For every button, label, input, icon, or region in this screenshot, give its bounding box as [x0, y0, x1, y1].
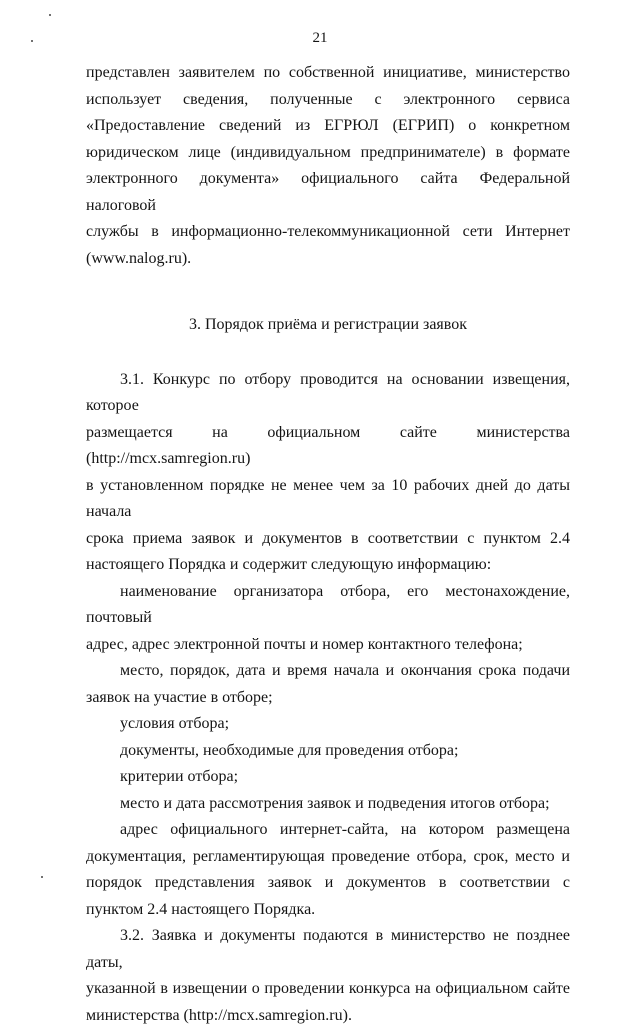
text-line: юридическом лице (индивидуальном предпринимателе) в формате: [86, 140, 570, 167]
text-line: порядок представления заявок и документов в соответствии с: [86, 870, 570, 897]
text-line: службы в информационно-телекоммуникационной сети Интернет: [86, 219, 570, 246]
paragraph-3-1: [86, 367, 570, 579]
paragraph-3-2: [86, 923, 570, 1029]
text-line: наименование организатора отбора, его местонахождение, почтовый: [86, 579, 570, 632]
list-item-deadlines: [86, 658, 570, 711]
page-number: 21: [0, 30, 640, 47]
text-line: настоящего Порядка и содержит следующую информацию:: [86, 552, 570, 579]
text-line: «Предоставление сведений из ЕГРЮЛ (ЕГРИП) о конкретном: [86, 113, 570, 140]
section-heading: 3. Порядок приёма и регистрации заявок: [86, 312, 570, 339]
list-item-documents: документы, необходимые для проведения отбора;: [86, 738, 570, 765]
list-item-review: место и дата рассмотрения заявок и подведения итогов отбора;: [86, 791, 570, 818]
text-line: адрес, адрес электронной почты и номер контактного телефона;: [86, 632, 570, 659]
text-line: в установленном порядке не менее чем за 10 рабочих дней до даты начала: [86, 473, 570, 526]
text-line: срока приема заявок и документов в соответствии с пунктом 2.4: [86, 526, 570, 553]
text-line: электронного документа» официального сайта Федеральной налоговой: [86, 166, 570, 219]
text-line: пунктом 2.4 настоящего Порядка.: [86, 897, 570, 924]
text-line: представлен заявителем по собственной инициативе, министерство: [86, 60, 570, 87]
text-line: 3.1. Конкурс по отбору проводится на основании извещения, которое: [86, 367, 570, 420]
text-line: заявок на участие в отборе;: [86, 685, 570, 712]
paragraph-continuation: [86, 60, 570, 272]
text-line: 3.2. Заявка и документы подаются в министерство не позднее даты,: [86, 923, 570, 976]
list-item-organizer: [86, 579, 570, 659]
text-line: (www.nalog.ru).: [86, 246, 570, 273]
text-line: место, порядок, дата и время начала и окончания срока подачи: [86, 658, 570, 685]
text-line: указанной в извещении о проведении конкурса на официальном сайте: [86, 976, 570, 1003]
text-line: адрес официального интернет-сайта, на котором размещена: [86, 817, 570, 844]
list-item-website: [86, 817, 570, 923]
text-line: документация, регламентирующая проведение отбора, срок, место и: [86, 844, 570, 871]
page-body: [86, 60, 570, 1029]
list-item-conditions: условия отбора;: [86, 711, 570, 738]
scan-speck: [49, 14, 51, 16]
text-line: использует сведения, полученные с электронного сервиса: [86, 87, 570, 114]
text-line: размещается на официальном сайте министерства (http://mcx.samregion.ru): [86, 420, 570, 473]
text-line: министерства (http://mcx.samregion.ru).: [86, 1003, 570, 1029]
list-item-criteria: критерии отбора;: [86, 764, 570, 791]
scan-speck: [41, 876, 43, 878]
